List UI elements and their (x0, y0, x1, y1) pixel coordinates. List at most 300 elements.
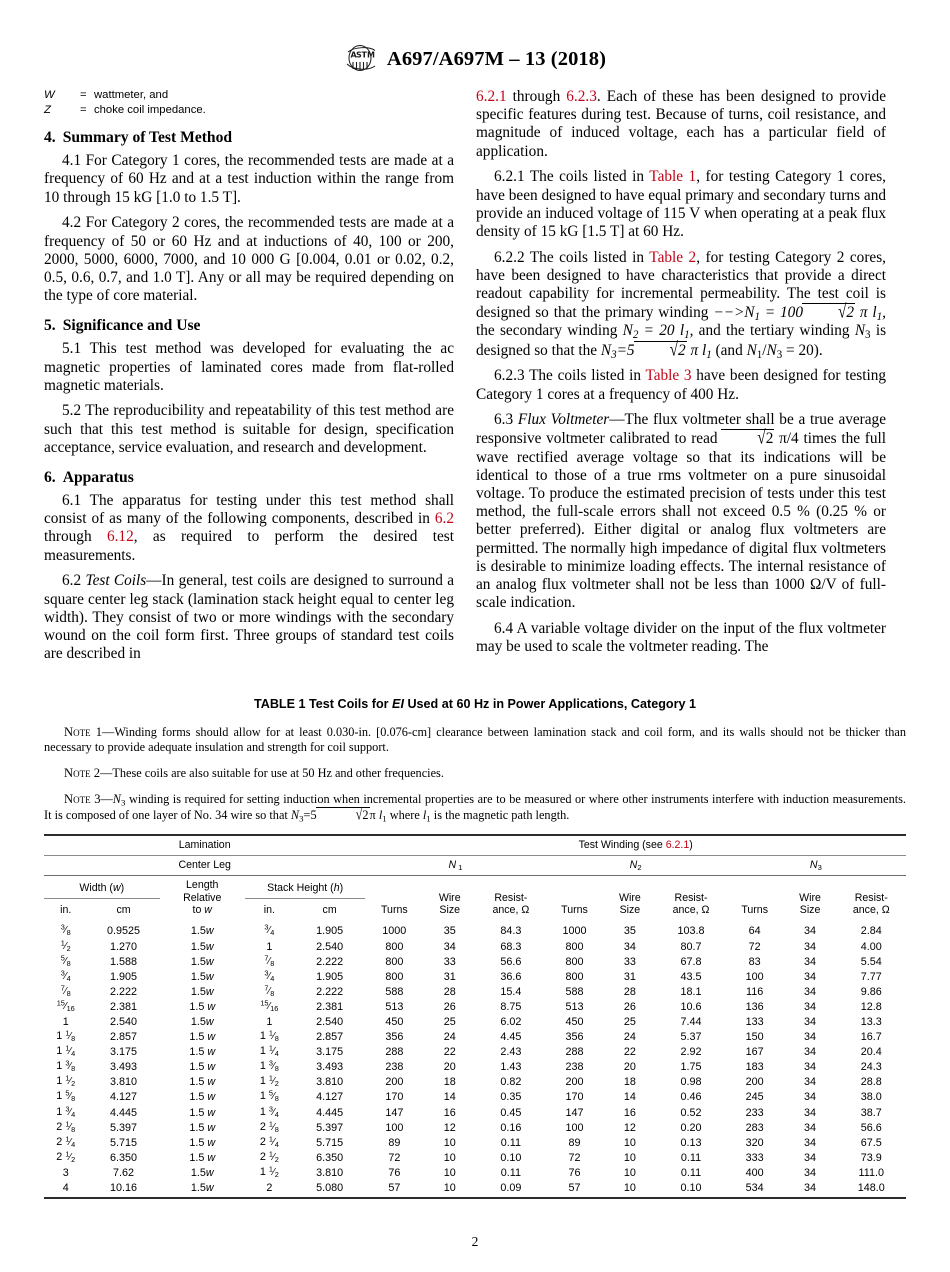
cell-length-relative: 1.5w (190, 986, 214, 999)
paragraph-6-2-2-text-a: The coils listed in (529, 248, 650, 266)
paragraph-6-2-text-a: —In general, test coils are designed to surround a square center leg stack (lamination stack height equal to center leg width). They consist of two or more windings with the secondary wound on the coil form first. Three groups of standard test coils are described in (44, 572, 454, 663)
cell-stack-cm: 1.905 (316, 925, 344, 938)
formula-flux-factor: √2 π/4 (722, 430, 798, 447)
cell-n1-resistance: 0.09 (500, 1181, 522, 1194)
cross-reference-6-2[interactable]: 6.2 (434, 510, 454, 528)
cell-length-relative: 1.5 w (189, 1076, 216, 1089)
section-5-number: 5. (44, 317, 56, 335)
cell-stack-cm: 5.715 (316, 1137, 344, 1150)
paragraph-4-2-text: For Category 2 cores, the recommended tests are made at a frequency of 50 or 60 Hz and at inductions of 40, 100 or 200, 2000, 5000, 6000, 7000, and 10 000 G [0.004, 0.01 or 0.02, 0.2, 0.5, 0.6, 0.7, and 1.0 T]. Any or all may be required depending on the type of core material. (44, 214, 454, 305)
cell-n1-wire-size: 22 (443, 1045, 456, 1058)
cell-length-relative: 1.5w (190, 1015, 214, 1028)
cell-n1-wire-size: 10 (443, 1167, 456, 1180)
cell-stack-in: 1 (266, 940, 273, 953)
symbol-z: Z (44, 103, 51, 116)
cell-n2-resistance: 18.1 (680, 986, 702, 999)
cell-n2-resistance: 0.20 (680, 1121, 702, 1134)
header-center-leg: Center Leg (178, 858, 231, 871)
cell-width-in: 1 $^1⁄_8$ (56, 1028, 76, 1043)
cell-n2-turns: 200 (565, 1076, 584, 1089)
cell-stack-cm: 4.445 (316, 1106, 344, 1119)
cell-width-cm: 2.857 (110, 1030, 138, 1043)
cell-n2-wire-size: 14 (623, 1091, 636, 1104)
table-row (44, 1059, 906, 1074)
header-n2-turns: Turns (561, 903, 588, 916)
cell-width-cm: 5.715 (110, 1137, 138, 1150)
cross-reference-6-2-1[interactable]: 6.2.1 (476, 88, 507, 105)
table-row (44, 1015, 906, 1029)
cell-stack-in: 1 $^1⁄_2$ (259, 1165, 279, 1180)
cell-n3-turns: 400 (745, 1167, 764, 1180)
paragraph-4-2-number: 4.2 (62, 214, 82, 232)
paragraph-6-4-number: 6.4 (494, 619, 514, 637)
cell-n1-resistance: 68.3 (500, 940, 522, 953)
header-width-cm: cm (116, 903, 131, 916)
cell-stack-cm: 3.493 (316, 1061, 344, 1074)
table-note-1 (44, 725, 906, 755)
paragraph-6-2-3-text-b: have been designed for testing Category 1 cores at a frequency of 400 Hz. (476, 367, 886, 403)
cross-reference-6-2-1-table[interactable]: 6.2.1 (665, 839, 690, 852)
cell-n1-resistance: 4.45 (500, 1030, 522, 1043)
cell-n2-turns: 588 (565, 986, 584, 999)
cell-n2-turns: 57 (568, 1181, 581, 1194)
cell-n3-wire-size: 34 (804, 955, 817, 968)
cell-length-relative: 1.5 w (189, 1061, 216, 1074)
table-row (44, 1120, 906, 1135)
cell-n3-turns: 534 (745, 1181, 764, 1194)
paragraph-6-2-3-text-a: The coils listed in (529, 367, 646, 385)
cell-stack-in: $^{15}⁄_{16}$ (260, 999, 279, 1014)
cell-n1-wire-size: 26 (443, 1001, 456, 1014)
cell-n1-resistance: 84.3 (500, 925, 522, 938)
table-row (44, 920, 906, 938)
cell-length-relative: 1.5 w (189, 1045, 216, 1058)
paragraph-6-1-text-a: The apparatus for testing under this test method shall consist of as many of the following components, described in (44, 492, 454, 528)
cell-n2-resistance: 1.75 (680, 1061, 702, 1074)
paragraph-6-1-text-b: through (44, 528, 107, 546)
paragraph-6-3 (476, 411, 886, 612)
cell-n3-wire-size: 34 (804, 1001, 817, 1014)
cell-width-cm: 2.540 (110, 1015, 138, 1028)
paragraph-6-3-text-a: —The flux voltmeter shall be a true average responsive voltmeter calibrated to read (476, 411, 886, 448)
table-note-1-text: —Winding forms should allow for at least 0.030-in. [0.076-cm] clearance between lamination stack and coil form, and its walls should not be thicker than necessary to provide adequate insulation and strength for coil support. (44, 724, 906, 754)
cell-width-in: 2 $^1⁄_4$ (56, 1134, 76, 1150)
cross-reference-6-2-3[interactable]: 6.2.3 (566, 88, 597, 105)
cell-n2-turns: 800 (565, 940, 584, 953)
cell-stack-cm: 3.810 (316, 1167, 344, 1180)
cell-width-cm: 1.270 (110, 940, 138, 953)
cell-n3-wire-size: 34 (804, 1167, 817, 1180)
table-header-row-groups (44, 855, 906, 875)
paragraph-6-2-1 (476, 168, 886, 241)
cell-width-cm: 4.445 (110, 1106, 138, 1119)
cell-n2-turns: 89 (568, 1137, 581, 1150)
cell-n2-turns: 170 (565, 1091, 584, 1104)
cell-n3-resistance: 24.3 (860, 1061, 882, 1074)
header-length-line1: Length (186, 879, 219, 892)
cell-length-relative: 1.5 w (189, 1121, 216, 1134)
cell-n2-turns: 356 (565, 1030, 584, 1043)
cross-reference-table-1[interactable]: Table 1 (649, 168, 697, 186)
cell-width-cm: 4.127 (110, 1091, 138, 1104)
table-row (44, 1135, 906, 1150)
cell-n3-resistance: 148.0 (857, 1181, 885, 1194)
right-column (476, 88, 886, 671)
cell-stack-in: $^7⁄_8$ (264, 953, 275, 968)
cell-n2-wire-size: 24 (623, 1030, 636, 1043)
cell-n2-resistance: 0.98 (680, 1076, 702, 1089)
cell-n2-wire-size: 12 (623, 1121, 636, 1134)
cell-stack-cm: 2.222 (316, 955, 344, 968)
cell-n1-resistance: 0.16 (500, 1121, 522, 1134)
cell-n3-turns: 72 (748, 940, 761, 953)
table-row (44, 1090, 906, 1105)
cell-n2-turns: 1000 (562, 925, 587, 938)
table-note-2 (44, 766, 906, 781)
cell-n2-turns: 76 (568, 1167, 581, 1180)
table-row (44, 969, 906, 984)
cell-n1-wire-size: 28 (443, 986, 456, 999)
cell-n1-wire-size: 16 (443, 1106, 456, 1119)
cell-n1-wire-size: 33 (443, 955, 456, 968)
cell-width-cm: 1.588 (110, 955, 138, 968)
paragraph-6-4 (476, 620, 886, 656)
cell-n1-resistance: 6.02 (500, 1015, 522, 1028)
cell-n2-resistance: 67.8 (680, 955, 702, 968)
cell-n1-turns: 89 (388, 1137, 401, 1150)
cell-n3-turns: 333 (745, 1152, 764, 1165)
document-header (0, 0, 950, 82)
cell-n2-turns: 800 (565, 970, 584, 983)
cell-n1-turns: 57 (388, 1181, 401, 1194)
cell-length-relative: 1.5 w (189, 1106, 216, 1119)
cell-width-in: 4 (62, 1181, 69, 1194)
cell-width-cm: 0.9525 (107, 925, 141, 938)
cell-n2-turns: 450 (565, 1015, 584, 1028)
cell-n1-wire-size: 18 (443, 1076, 456, 1089)
paragraph-6-2-1-text-b: , for testing Category 1 cores, have been designed to have equal primary and secondary turns and provide an induced voltage of 115 V when operating at a peak flux density of 15 kG [1.5 T] at 60 Hz. (476, 168, 886, 240)
cell-n3-turns: 233 (745, 1106, 764, 1119)
table-1-title: TABLE 1 Test Coils for EI Used at 60 Hz in Power Applications, Category 1 (253, 696, 697, 711)
cell-n3-wire-size: 34 (804, 1091, 817, 1104)
cell-n3-wire-size: 34 (804, 1152, 817, 1165)
cell-width-cm: 7.62 (113, 1167, 135, 1180)
cell-n1-wire-size: 24 (443, 1030, 456, 1043)
cell-n3-wire-size: 34 (804, 970, 817, 983)
cell-width-cm: 5.397 (110, 1121, 138, 1134)
cell-n3-resistance: 56.6 (860, 1121, 882, 1134)
cell-n3-turns: 320 (745, 1137, 764, 1150)
cell-n3-turns: 83 (748, 955, 761, 968)
cell-width-cm: 10.16 (110, 1181, 138, 1194)
cell-n1-resistance: 2.43 (500, 1045, 522, 1058)
cell-length-relative: 1.5 w (189, 1001, 216, 1014)
paragraph-5-2 (44, 402, 454, 457)
cell-width-in: $^{15}⁄_{16}$ (56, 999, 75, 1014)
header-n1-wire-size: Wire Size (438, 891, 461, 916)
cell-length-relative: 1.5w (190, 940, 214, 953)
header-length-line3: to w (192, 903, 212, 916)
cell-n3-wire-size: 34 (804, 925, 817, 938)
paragraph-4-2 (44, 214, 454, 305)
section-heading-6 (44, 469, 454, 487)
paragraph-6-2-term: Test Coils (85, 572, 147, 590)
cell-n2-wire-size: 20 (623, 1061, 636, 1074)
cell-n3-resistance: 111.0 (858, 1167, 884, 1180)
cell-stack-in: $^7⁄_8$ (264, 983, 275, 999)
cell-stack-in: 2 $^1⁄_4$ (259, 1134, 279, 1150)
cell-n1-resistance: 0.35 (500, 1091, 522, 1104)
cell-n1-wire-size: 20 (443, 1061, 456, 1074)
cell-stack-in: 1 $^3⁄_8$ (259, 1058, 279, 1074)
cell-n1-resistance: 0.10 (500, 1152, 522, 1165)
cell-stack-in: 1 $^3⁄_4$ (259, 1104, 279, 1119)
section-4-title: Summary of Test Method (62, 129, 233, 147)
table-1-body (44, 920, 906, 1198)
cell-n3-wire-size: 34 (804, 1106, 817, 1119)
cell-n3-resistance: 4.00 (860, 940, 882, 953)
paragraph-6-2-2-text-e: (and $N_1/N_3 = 20$). (715, 341, 823, 361)
cell-n1-turns: 147 (385, 1106, 404, 1119)
cell-n3-wire-size: 34 (804, 986, 817, 999)
table-1 (44, 834, 906, 1199)
cell-stack-cm: 2.381 (316, 1001, 344, 1014)
table-row (44, 954, 906, 969)
cell-stack-in: 1 $^5⁄_8$ (259, 1089, 279, 1104)
cross-reference-table-3[interactable]: Table 3 (645, 367, 692, 385)
formula-n2-definition: $N_2 = 20$ $l_1$, (622, 322, 694, 342)
table-note-3-label: Note 3 (64, 791, 101, 806)
cell-stack-in: 1 $^1⁄_8$ (259, 1028, 279, 1043)
table-row (44, 984, 906, 999)
cell-stack-cm: 2.857 (316, 1030, 344, 1043)
cell-n2-wire-size: 16 (623, 1106, 636, 1119)
cell-n3-wire-size: 34 (804, 1061, 817, 1074)
cell-n2-wire-size: 35 (623, 925, 636, 938)
cell-n1-wire-size: 35 (443, 925, 456, 938)
cell-n2-resistance: 5.37 (680, 1030, 702, 1043)
cell-n3-turns: 150 (745, 1030, 764, 1043)
cell-n3-wire-size: 34 (804, 940, 817, 953)
table-row (44, 999, 906, 1014)
body-columns (0, 82, 950, 671)
header-width-in: in. (60, 903, 72, 916)
cell-n2-resistance: 80.7 (680, 940, 702, 953)
cell-stack-cm: 3.810 (316, 1076, 344, 1089)
cell-width-in: $^7⁄_8$ (60, 983, 71, 999)
symbol-w-definition: wattmeter, and (94, 89, 169, 101)
cell-length-relative: 1.5 w (189, 1030, 216, 1043)
cell-n1-resistance: 15.4 (500, 986, 522, 999)
cell-n3-turns: 64 (748, 925, 761, 938)
header-n3: $N_3$ (809, 858, 822, 872)
section-6-title: Apparatus (62, 469, 134, 487)
cell-width-in: $^5⁄_8$ (60, 953, 71, 968)
cell-n1-turns: 450 (385, 1015, 404, 1028)
cell-length-relative: 1.5w (190, 970, 214, 983)
paragraph-6-3-term: Flux Voltmeter (517, 411, 610, 429)
header-test-winding-close: ) (689, 839, 693, 852)
table-1-head (44, 835, 906, 921)
cell-stack-in: 1 (266, 1015, 273, 1028)
cell-n3-wire-size: 34 (804, 1045, 817, 1058)
cell-n2-resistance: 43.5 (680, 970, 702, 983)
header-n3-turns: Turns (741, 903, 768, 916)
symbol-definition-list (44, 88, 454, 117)
formula-n3-definition: $N_3=5$ √2 π $l_1$ (600, 338, 712, 361)
cell-length-relative: 1.5w (190, 1167, 214, 1180)
cell-n3-wire-size: 34 (804, 1015, 817, 1028)
cell-n3-resistance: 9.86 (860, 986, 882, 999)
cell-n2-wire-size: 10 (623, 1152, 636, 1165)
cell-width-cm: 1.905 (110, 970, 138, 983)
cell-stack-cm: 2.540 (316, 940, 344, 953)
cell-stack-in: $^3⁄_4$ (264, 968, 275, 983)
cell-n2-resistance: 0.10 (680, 1181, 702, 1194)
table-row (44, 1150, 906, 1165)
cell-n3-turns: 245 (745, 1091, 764, 1104)
cell-n2-wire-size: 25 (623, 1015, 636, 1028)
cell-width-cm: 6.350 (110, 1152, 138, 1165)
paragraph-6-1 (44, 492, 454, 565)
cell-n3-wire-size: 34 (804, 1076, 817, 1089)
cell-n2-wire-size: 33 (623, 955, 636, 968)
cell-n2-wire-size: 10 (623, 1137, 636, 1150)
paragraph-6-2-1-text-a: The coils listed in (529, 168, 650, 186)
header-lamination: Lamination (178, 839, 231, 852)
header-length-line2: Relative (183, 891, 222, 904)
cross-reference-table-2[interactable]: Table 2 (649, 248, 697, 266)
svg-text:T: T (361, 50, 367, 60)
cell-width-cm: 3.175 (110, 1045, 138, 1058)
cell-length-relative: 1.5 w (189, 1091, 216, 1104)
paragraph-6-3-number: 6.3 (494, 411, 514, 429)
header-length-relative (160, 875, 245, 920)
symbol-equals: = (80, 103, 87, 116)
table-note-1-label: Note 1 (64, 724, 103, 739)
cell-width-in: 1 $^3⁄_8$ (56, 1058, 76, 1074)
section-5-title: Significance and Use (62, 317, 201, 335)
paragraph-6-2-3 (476, 367, 886, 403)
cell-n2-turns: 238 (565, 1061, 584, 1074)
cell-stack-in: 1 $^1⁄_2$ (259, 1073, 279, 1089)
paragraph-6-1-text-c: , as required to perform the desired test measurements. (44, 528, 454, 564)
table-note-2-text: —These coils are also suitable for use at 50 Hz and other frequencies. (100, 765, 444, 780)
symbol-row (44, 88, 454, 103)
section-4-number: 4. (44, 129, 56, 147)
cell-width-cm: 3.493 (110, 1061, 138, 1074)
paragraph-5-2-number: 5.2 (62, 402, 82, 420)
cell-n3-resistance: 7.77 (860, 970, 882, 983)
header-n2-wire-size: Wire Size (619, 891, 641, 916)
symbol-w: W (44, 89, 55, 101)
cell-n2-resistance: 0.52 (680, 1106, 702, 1119)
cell-width-cm: 2.381 (110, 1001, 138, 1014)
cross-reference-6-12[interactable]: 6.12 (106, 528, 134, 546)
table-row (44, 1029, 906, 1044)
cell-n1-wire-size: 31 (443, 970, 456, 983)
paragraph-6-2-text-c: . Each of these has been designed to provide specific features during test. Because of turns, coil resistance, and magnitude of induced voltage, each has a particular field of application. (476, 88, 886, 160)
section-heading-4 (44, 129, 454, 147)
cell-n1-turns: 800 (385, 955, 404, 968)
table-row (44, 1074, 906, 1089)
cell-n1-wire-size: 34 (443, 940, 456, 953)
paragraph-6-2-text-b: through (506, 88, 567, 105)
cell-stack-in: 2 $^1⁄_8$ (259, 1119, 279, 1134)
cell-n3-resistance: 13.3 (860, 1015, 882, 1028)
cell-n3-turns: 167 (745, 1045, 764, 1058)
cell-n3-turns: 200 (745, 1076, 764, 1089)
header-stack-cm: cm (322, 903, 337, 916)
cell-n1-wire-size: 10 (443, 1152, 456, 1165)
cell-n1-wire-size: 10 (443, 1137, 456, 1150)
cell-n2-turns: 147 (565, 1106, 584, 1119)
paragraph-5-2-text: The reproducibility and repeatability of this test method are such that this test method is suitable for design, specification acceptance, service evaluation, and research and development. (44, 402, 454, 456)
cell-n2-resistance: 0.11 (680, 1152, 702, 1165)
cell-n2-resistance: 0.13 (680, 1137, 702, 1150)
cell-n3-resistance: 12.8 (860, 1001, 882, 1014)
paragraph-6-2-2-text-c: the secondary winding (476, 322, 618, 340)
cell-stack-cm: 3.175 (316, 1045, 344, 1058)
paragraph-6-4-text: A variable voltage divider on the input of the flux voltmeter may be used to scale the voltmeter reading. The (476, 619, 886, 656)
cell-n1-resistance: 0.11 (500, 1167, 521, 1180)
cell-stack-in: 2 $^1⁄_2$ (259, 1149, 279, 1165)
cell-length-relative: 1.5 w (189, 1137, 216, 1150)
cell-n1-turns: 800 (385, 970, 404, 983)
cell-n1-resistance: 0.82 (500, 1076, 522, 1089)
cell-width-in: 2 $^1⁄_8$ (56, 1119, 76, 1134)
header-stack-in: in. (263, 903, 275, 916)
cell-n3-resistance: 5.54 (860, 955, 882, 968)
paragraph-4-1 (44, 152, 454, 207)
table-row (44, 1181, 906, 1198)
cell-length-relative: 1.5w (190, 955, 214, 968)
cell-n2-wire-size: 10 (623, 1181, 636, 1194)
cell-width-in: 1 $^5⁄_8$ (56, 1089, 76, 1104)
cell-n1-turns: 1000 (382, 925, 407, 938)
cell-n2-turns: 288 (565, 1045, 584, 1058)
table-note-3 (44, 792, 906, 823)
cell-n3-resistance: 38.0 (860, 1091, 882, 1104)
cell-n2-turns: 800 (565, 955, 584, 968)
cell-n1-resistance: 8.75 (500, 1001, 522, 1014)
cell-n1-turns: 588 (385, 986, 404, 999)
cell-n3-turns: 116 (746, 986, 764, 999)
cell-n1-resistance: 0.11 (500, 1137, 521, 1150)
table-row (44, 939, 906, 954)
paragraph-6-3-text-b: times the full wave rectified average voltage so that its indications will be identical to those of a true rms voltmeter on a pure sinusoidal voltage. To produce the estimated precision of tests under this test method, the full-scale errors shall not exceed 0.5 % (0.25 % or better preferred). Either digital or analog flux voltmeters are permitted. The normally high impedance of digital flux voltmeters is desirable to minimize loading effects. The internal resistance of an analog flux voltmeter shall not be less than 1000 Ω/V of full-scale indication. (476, 430, 887, 612)
cell-n1-turns: 800 (385, 940, 404, 953)
svg-text:S: S (355, 50, 362, 60)
table-row (44, 1166, 906, 1181)
cell-n2-wire-size: 34 (623, 940, 636, 953)
cell-width-in: 3 (62, 1167, 69, 1180)
cell-n1-turns: 76 (388, 1167, 401, 1180)
table-header-row-subgroups (44, 875, 906, 898)
paragraph-6-2-2-text-b: , for testing Category 2 cores, have been designed to have characteristics that provide a direct readout capability for incremental permeability. The test coil is designed so that the primary winding (476, 248, 886, 322)
cell-width-in: $^3⁄_4$ (60, 968, 71, 983)
section-heading-5 (44, 317, 454, 335)
cell-n2-wire-size: 18 (623, 1076, 636, 1089)
cell-n2-resistance: 7.44 (680, 1015, 702, 1028)
cell-n1-resistance: 56.6 (500, 955, 522, 968)
table-row (44, 1044, 906, 1059)
header-n1-turns: Turns (380, 903, 408, 916)
cell-stack-cm: 1.905 (316, 970, 344, 983)
paragraph-6-2-continued (476, 88, 886, 161)
table-header-row-group-top (44, 835, 906, 855)
cell-n2-wire-size: 22 (623, 1045, 636, 1058)
